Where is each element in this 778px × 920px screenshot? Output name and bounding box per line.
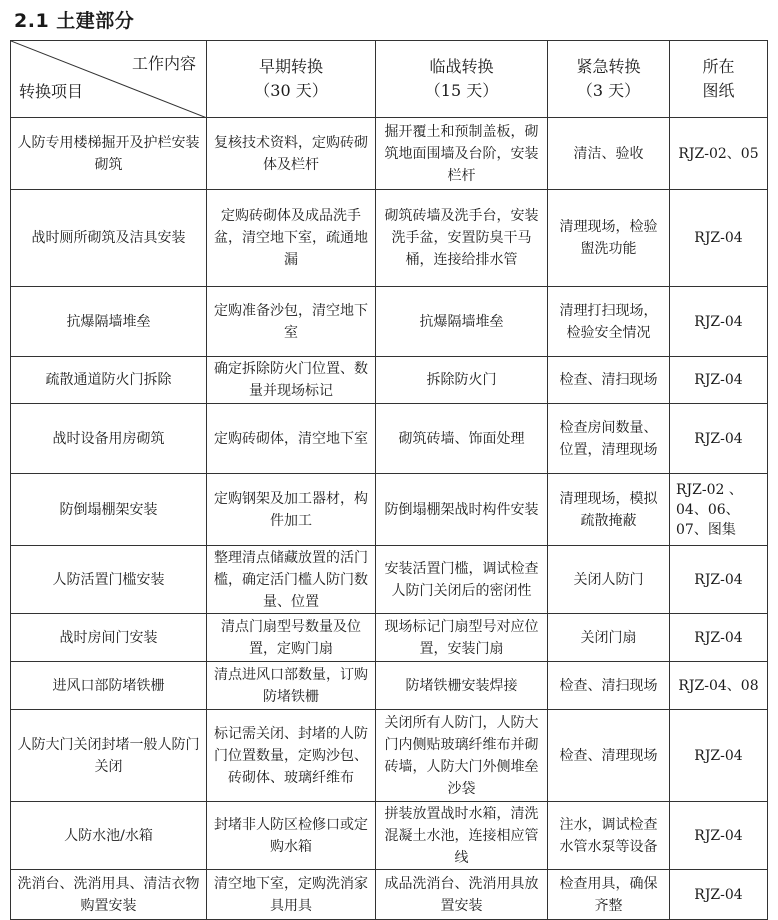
cell-early: 定购砖砌体及成品洗手盆，清空地下室，疏通地漏 xyxy=(207,190,376,287)
table-header-row xyxy=(11,41,768,118)
cell-pre-war: 砌筑砖墙、饰面处理 xyxy=(376,404,548,474)
header-drawing-ref: 所在 图纸 xyxy=(670,41,768,118)
cell-early: 封堵非人防区检修口或定购水箱 xyxy=(207,802,376,870)
cell-item: 战时房间门安装 xyxy=(11,614,207,662)
cell-item: 洗消台、洗消用具、清洁衣物购置安装 xyxy=(11,870,207,920)
cell-pre-war: 砌筑砖墙及洗手台，安装洗手盆，安置防臭干马桶，连接给排水管 xyxy=(376,190,548,287)
cell-urgent: 清理打扫现场，检验安全情况 xyxy=(548,287,670,357)
cell-early: 定购准备沙包，清空地下室 xyxy=(207,287,376,357)
cell-item: 战时厕所砌筑及洁具安装 xyxy=(11,190,207,287)
cell-urgent: 清洁、验收 xyxy=(548,118,670,190)
cell-urgent: 检查房间数量、位置，清理现场 xyxy=(548,404,670,474)
cell-early: 整理清点储藏放置的活门槛，确定活门槛人防门数量、位置 xyxy=(207,546,376,614)
cell-urgent: 检查、清扫现场 xyxy=(548,357,670,404)
cell-item: 人防大门关闭封堵一般人防门关闭 xyxy=(11,710,207,802)
cell-item: 防倒塌棚架安装 xyxy=(11,474,207,546)
table-row xyxy=(11,357,768,404)
cell-drawing-ref: RJZ-04 xyxy=(670,802,768,870)
cell-pre-war: 关闭所有人防门，人防大门内侧贴玻璃纤维布并砌砖墙，人防大门外侧堆垒沙袋 xyxy=(376,710,548,802)
table-row xyxy=(11,118,768,190)
cell-drawing-ref: RJZ-04 xyxy=(670,287,768,357)
cell-item: 人防水池/水箱 xyxy=(11,802,207,870)
header-urgent: 紧急转换 （3 天） xyxy=(548,41,670,118)
cell-urgent: 检查、清扫现场 xyxy=(548,662,670,710)
conversion-table xyxy=(10,40,768,920)
cell-pre-war: 防堵铁栅安装焊接 xyxy=(376,662,548,710)
cell-early: 确定拆除防火门位置、数量并现场标记 xyxy=(207,357,376,404)
section-title: 2.1 土建部分 xyxy=(14,10,135,32)
diagonal-header-cell xyxy=(11,41,207,118)
cell-drawing-ref: RJZ-04 xyxy=(670,190,768,287)
header-conversion-item: 转换项目 xyxy=(19,82,84,101)
table-row xyxy=(11,710,768,802)
table-row xyxy=(11,190,768,287)
cell-item: 抗爆隔墙堆垒 xyxy=(11,287,207,357)
table-row xyxy=(11,614,768,662)
table-row xyxy=(11,546,768,614)
cell-urgent: 清理现场，检验盥洗功能 xyxy=(548,190,670,287)
header-pre-war: 临战转换 （15 天） xyxy=(376,41,548,118)
header-early: 早期转换 （30 天） xyxy=(207,41,376,118)
cell-early: 清点进风口部数量，订购防堵铁栅 xyxy=(207,662,376,710)
cell-early: 复核技术资料，定购砖砌体及栏杆 xyxy=(207,118,376,190)
cell-drawing-ref: RJZ-02 、04、06、07、图集 xyxy=(670,474,768,546)
cell-urgent: 注水，调试检查水管水泵等设备 xyxy=(548,802,670,870)
cell-pre-war: 抗爆隔墙堆垒 xyxy=(376,287,548,357)
cell-item: 进风口部防堵铁栅 xyxy=(11,662,207,710)
cell-drawing-ref: RJZ-04 xyxy=(670,546,768,614)
cell-urgent: 清理现场，模拟疏散掩蔽 xyxy=(548,474,670,546)
table-row xyxy=(11,662,768,710)
cell-drawing-ref: RJZ-04、08 xyxy=(670,662,768,710)
cell-pre-war: 成品洗消台、洗消用具放置安装 xyxy=(376,870,548,920)
cell-urgent: 检查用具，确保齐整 xyxy=(548,870,670,920)
table-row xyxy=(11,802,768,870)
cell-drawing-ref: RJZ-02、05 xyxy=(670,118,768,190)
cell-early: 清空地下室，定购洗消家具用具 xyxy=(207,870,376,920)
cell-drawing-ref: RJZ-04 xyxy=(670,614,768,662)
cell-pre-war: 防倒塌棚架战时构件安装 xyxy=(376,474,548,546)
table-row xyxy=(11,474,768,546)
cell-pre-war: 安装活置门槛，调试检查人防门关闭后的密闭性 xyxy=(376,546,548,614)
cell-item: 人防专用楼梯掘开及护栏安装砌筑 xyxy=(11,118,207,190)
header-work-content: 工作内容 xyxy=(131,54,196,73)
cell-pre-war: 掘开覆土和预制盖板，砌筑地面围墙及台阶，安装栏杆 xyxy=(376,118,548,190)
cell-urgent: 关闭门扇 xyxy=(548,614,670,662)
cell-urgent: 检查、清理现场 xyxy=(548,710,670,802)
table-row xyxy=(11,870,768,920)
cell-early: 标记需关闭、封堵的人防门位置数量，定购沙包、砖砌体、玻璃纤维布 xyxy=(207,710,376,802)
cell-pre-war: 拼装放置战时水箱，清洗混凝土水池，连接相应管线 xyxy=(376,802,548,870)
cell-drawing-ref: RJZ-04 xyxy=(670,870,768,920)
cell-pre-war: 现场标记门扇型号对应位置，安装门扇 xyxy=(376,614,548,662)
table-row xyxy=(11,404,768,474)
cell-item: 战时设备用房砌筑 xyxy=(11,404,207,474)
cell-item: 疏散通道防火门拆除 xyxy=(11,357,207,404)
cell-early: 定购砖砌体，清空地下室 xyxy=(207,404,376,474)
table-row xyxy=(11,287,768,357)
cell-item: 人防活置门槛安装 xyxy=(11,546,207,614)
cell-early: 清点门扇型号数量及位置，定购门扇 xyxy=(207,614,376,662)
cell-early: 定购钢架及加工器材，构件加工 xyxy=(207,474,376,546)
cell-drawing-ref: RJZ-04 xyxy=(670,404,768,474)
cell-pre-war: 拆除防火门 xyxy=(376,357,548,404)
cell-urgent: 关闭人防门 xyxy=(548,546,670,614)
cell-drawing-ref: RJZ-04 xyxy=(670,710,768,802)
cell-drawing-ref: RJZ-04 xyxy=(670,357,768,404)
